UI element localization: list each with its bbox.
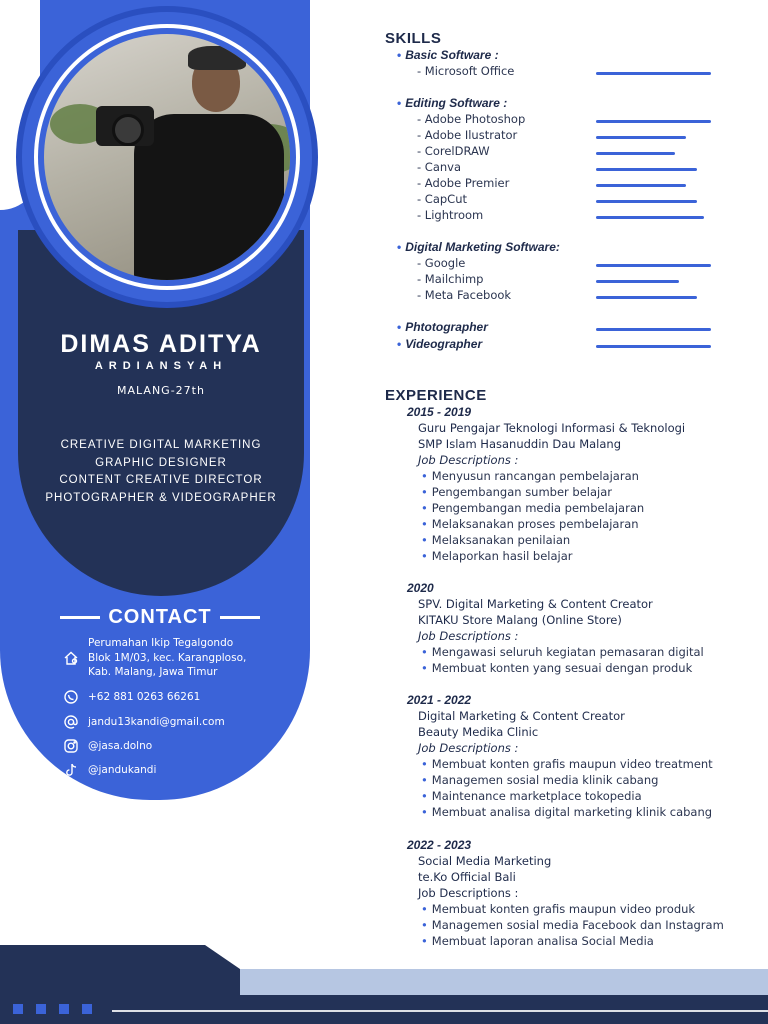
skill-level-bar: [596, 216, 704, 219]
role-item: PHOTOGRAPHER & VIDEOGRAPHER: [45, 491, 277, 504]
contact-instagram[interactable]: @jasa.dolno: [62, 737, 152, 755]
skill-level-bar: [596, 152, 675, 155]
skill-level-bar: [596, 280, 679, 283]
experience-company: te.Ko Official Bali: [418, 870, 516, 884]
footer-square: [59, 1004, 69, 1014]
skill-item: - Adobe Photoshop: [417, 112, 526, 126]
divider: [60, 616, 100, 619]
experience-period: 2020: [407, 581, 434, 595]
task-item: • Managemen sosial media Facebook dan Instagram: [421, 918, 724, 932]
home-location-icon: [62, 649, 80, 667]
role-item: GRAPHIC DESIGNER: [95, 456, 227, 469]
skill-item: - Meta Facebook: [417, 288, 512, 302]
experience-company: Beauty Medika Clinic: [418, 725, 539, 739]
contact-address: Perumahan Ikip Tegalgondo Blok 1M/03, kec. Karangploso, Kab. Malang, Jawa Timur: [62, 636, 246, 680]
task-item: • Maintenance marketplace tokopedia: [421, 789, 642, 803]
skill-item: - Mailchimp: [417, 272, 484, 286]
skill-item: - Adobe Premier: [417, 176, 510, 190]
task-item: • Managemen sosial media klinik cabang: [421, 773, 659, 787]
experience-period: 2021 - 2022: [407, 693, 472, 707]
profile-photo: [44, 34, 290, 280]
skills-heading: SKILLS: [385, 30, 442, 47]
skill-level-bar: [596, 296, 697, 299]
task-item: • Pengembangan media pembelajaran: [421, 501, 645, 515]
skill-item: - Canva: [417, 160, 462, 174]
contact-tiktok[interactable]: @jandukandi: [62, 761, 156, 779]
task-item: • Membuat laporan analisa Social Media: [421, 934, 654, 948]
profile-roles: [18, 437, 304, 507]
footer-line: [112, 1010, 768, 1012]
task-item: • Membuat konten grafis maupun video produk: [421, 902, 696, 916]
experience-heading: EXPERIENCE: [385, 387, 487, 404]
skill-item: - Microsoft Office: [417, 64, 515, 78]
instagram-icon: [62, 737, 80, 755]
experience-role: Digital Marketing & Content Creator: [418, 709, 625, 723]
skill-level-bar: [596, 345, 711, 348]
footer-square: [82, 1004, 92, 1014]
experience-role: SPV. Digital Marketing & Content Creator: [418, 597, 653, 611]
skill-item: - CapCut: [417, 192, 468, 206]
skill-level-bar: [596, 264, 711, 267]
skill-category: • Videographer: [397, 337, 483, 351]
experience-role: Social Media Marketing: [418, 854, 552, 868]
skill-level-bar: [596, 168, 697, 171]
experience-period: 2015 - 2019: [407, 405, 472, 419]
whatsapp-icon: [62, 688, 80, 706]
skill-level-bar: [596, 200, 697, 203]
footer-accent-band: [240, 969, 768, 995]
profile-surname: ARDIANSYAH: [94, 360, 228, 372]
skill-category: • Digital Marketing Software:: [397, 240, 560, 254]
job-description-label: Job Descriptions :: [418, 453, 519, 467]
skill-item: - Lightroom: [417, 208, 484, 222]
footer-square: [13, 1004, 23, 1014]
skill-category: • Editing Software :: [397, 96, 508, 110]
task-item: • Mengawasi seluruh kegiatan pemasaran digital: [421, 645, 704, 659]
experience-company: KITAKU Store Malang (Online Store): [418, 613, 622, 627]
divider: [220, 616, 260, 619]
skill-item: - Google: [417, 256, 466, 270]
profile-name: DIMAS ADITYA: [60, 330, 262, 358]
experience-role: Guru Pengajar Teknologi Informasi & Teknologi: [418, 421, 686, 435]
task-item: • Pengembangan sumber belajar: [421, 485, 613, 499]
skill-category: • Phtotographer: [397, 320, 488, 334]
tiktok-icon: [62, 761, 80, 779]
contact-phone[interactable]: +62 881 0263 66261: [62, 688, 200, 706]
at-sign-icon: [62, 713, 80, 731]
role-item: CONTENT CREATIVE DIRECTOR: [59, 474, 263, 486]
task-item: • Melaporkan hasil belajar: [421, 549, 573, 563]
role-item: CREATIVE DIGITAL MARKETING: [60, 439, 262, 451]
profile-origin: MALANG-27th: [117, 384, 205, 397]
task-item: • Melaksanakan penilaian: [421, 533, 571, 547]
footer-square: [36, 1004, 46, 1014]
job-description-label: Job Descriptions :: [418, 629, 519, 643]
task-item: • Membuat analisa digital marketing klinik cabang: [421, 805, 713, 819]
experience-company: SMP Islam Hasanuddin Dau Malang: [418, 437, 621, 451]
task-item: • Membuat konten yang sesuai dengan produk: [421, 661, 693, 675]
contact-email[interactable]: jandu13kandi@gmail.com: [62, 713, 225, 731]
task-item: • Melaksanakan proses pembelajaran: [421, 517, 639, 531]
task-item: • Membuat konten grafis maupun video treatment: [421, 757, 713, 771]
skill-item: - CorelDRAW: [417, 144, 490, 158]
skill-level-bar: [596, 328, 711, 331]
experience-period: 2022 - 2023: [407, 838, 472, 852]
skill-level-bar: [596, 72, 711, 75]
skill-item: - Adobe Ilustrator: [417, 128, 518, 142]
job-description-label: Job Descriptions :: [418, 886, 519, 900]
skill-level-bar: [596, 184, 686, 187]
contact-heading: CONTACT: [60, 604, 260, 630]
skill-category: • Basic Software :: [397, 48, 499, 62]
job-description-label: Job Descriptions :: [418, 741, 519, 755]
task-item: • Menyusun rancangan pembelajaran: [421, 469, 639, 483]
skill-level-bar: [596, 120, 711, 123]
skill-level-bar: [596, 136, 686, 139]
camera-icon: [96, 106, 154, 146]
